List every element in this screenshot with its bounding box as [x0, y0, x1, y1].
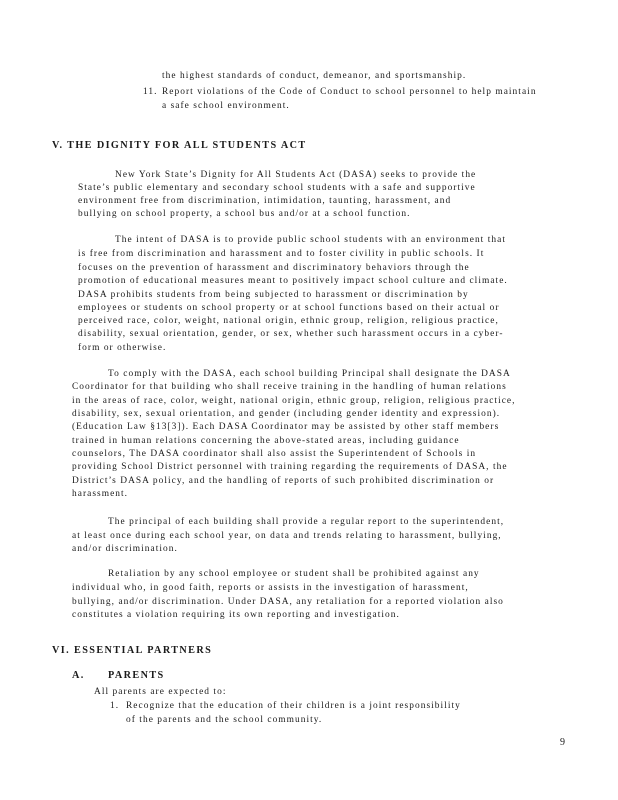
paragraph-line: (Education Law §13[3]). Each DASA Coordinator may be assisted by other staff members	[72, 422, 500, 432]
subsection-title-parents: PARENTS	[108, 670, 165, 681]
page-number: 9	[560, 737, 566, 748]
paragraph-line: constitutes a violation requiring its own reporting and investigation.	[72, 610, 400, 620]
paragraph-line: harassment.	[72, 489, 129, 499]
paragraph-line: form or otherwise.	[78, 343, 167, 353]
paragraph-line: individual who, in good faith, reports or assists in the investigation of harassment,	[72, 583, 469, 593]
parents-lead-text: All parents are expected to:	[94, 687, 227, 697]
paragraph-line: counselors, The DASA coordinator shall also assist the Superintendent of Schools in	[72, 449, 477, 459]
section-heading-essential-partners: VI. ESSENTIAL PARTNERS	[52, 645, 213, 656]
paragraph-line: disability, sex, sexual orientation, and gender (including gender identity and expression).	[72, 409, 501, 419]
paragraph-line: focuses on the prevention of harassment and discriminatory behaviors through the	[78, 263, 470, 273]
paragraph-line: State’s public elementary and secondary school students with a safe and supportive	[78, 183, 476, 193]
parents-item-1-line1: Recognize that the education of their children is a joint responsibility	[126, 701, 461, 711]
list-item-10-continuation: the highest standards of conduct, demeanor, and sportsmanship.	[162, 71, 467, 81]
paragraph-line: providing School District personnel with training regarding the requirements of DASA, the	[72, 462, 508, 472]
paragraph-line: bullying on school property, a school bus and/or at a school function.	[78, 209, 411, 219]
paragraph-line: is free from discrimination and harassment and to foster civility in public schools. It	[78, 249, 485, 259]
list-item-11-number: 11.	[143, 87, 158, 97]
paragraph-line: promotion of educational measures meant to positively impact school culture and climate.	[78, 276, 508, 286]
list-item-11-line2: a safe school environment.	[162, 101, 290, 111]
parents-item-1-line2: of the parents and the school community.	[126, 715, 323, 725]
paragraph-line: trained in human relations concerning the above-stated areas, including guidance	[72, 436, 460, 446]
paragraph-line: and/or discrimination.	[72, 544, 178, 554]
paragraph-line: New York State’s Dignity for All Students Act (DASA) seeks to provide the	[115, 170, 477, 180]
paragraph-line: Coordinator for that building who shall receive training in the handling of human relations	[72, 382, 507, 392]
paragraph-line: disability, sexual orientation, gender, or sex, whether such harassment occurs in a cyber-	[78, 329, 504, 339]
parents-item-1-number: 1.	[110, 701, 120, 711]
paragraph-line: The principal of each building shall provide a regular report to the superintendent,	[108, 517, 505, 527]
paragraph-line: bullying, and/or discrimination. Under DASA, any retaliation for a reported violation also	[72, 597, 504, 607]
paragraph-line: To comply with the DASA, each school building Principal shall designate the DASA	[108, 369, 511, 379]
subsection-letter: A.	[72, 670, 85, 681]
paragraph-line: The intent of DASA is to provide public school students with an environment that	[115, 235, 506, 245]
paragraph-line: environment free from discrimination, intimidation, taunting, harassment, and	[78, 196, 452, 206]
list-item-11-line1: Report violations of the Code of Conduct to school personnel to help maintain	[162, 87, 537, 97]
paragraph-line: Retaliation by any school employee or student shall be prohibited against any	[108, 569, 480, 579]
paragraph-line: perceived race, color, weight, national origin, ethnic group, religion, religious practice,	[78, 316, 499, 326]
paragraph-line: District’s DASA policy, and the handling of reports of such prohibited discrimination or	[72, 476, 495, 486]
paragraph-line: DASA prohibits students from being subjected to harassment or discrimination by	[78, 290, 469, 300]
paragraph-line: employees or students on school property or at school functions based on their actual or	[78, 303, 500, 313]
paragraph-line: in the areas of race, color, weight, national origin, ethnic group, religion, religious practice,	[72, 396, 516, 406]
paragraph-line: at least once during each school year, on data and trends relating to harassment, bullying,	[72, 531, 502, 541]
section-heading-dasa: V. THE DIGNITY FOR ALL STUDENTS ACT	[52, 140, 307, 151]
